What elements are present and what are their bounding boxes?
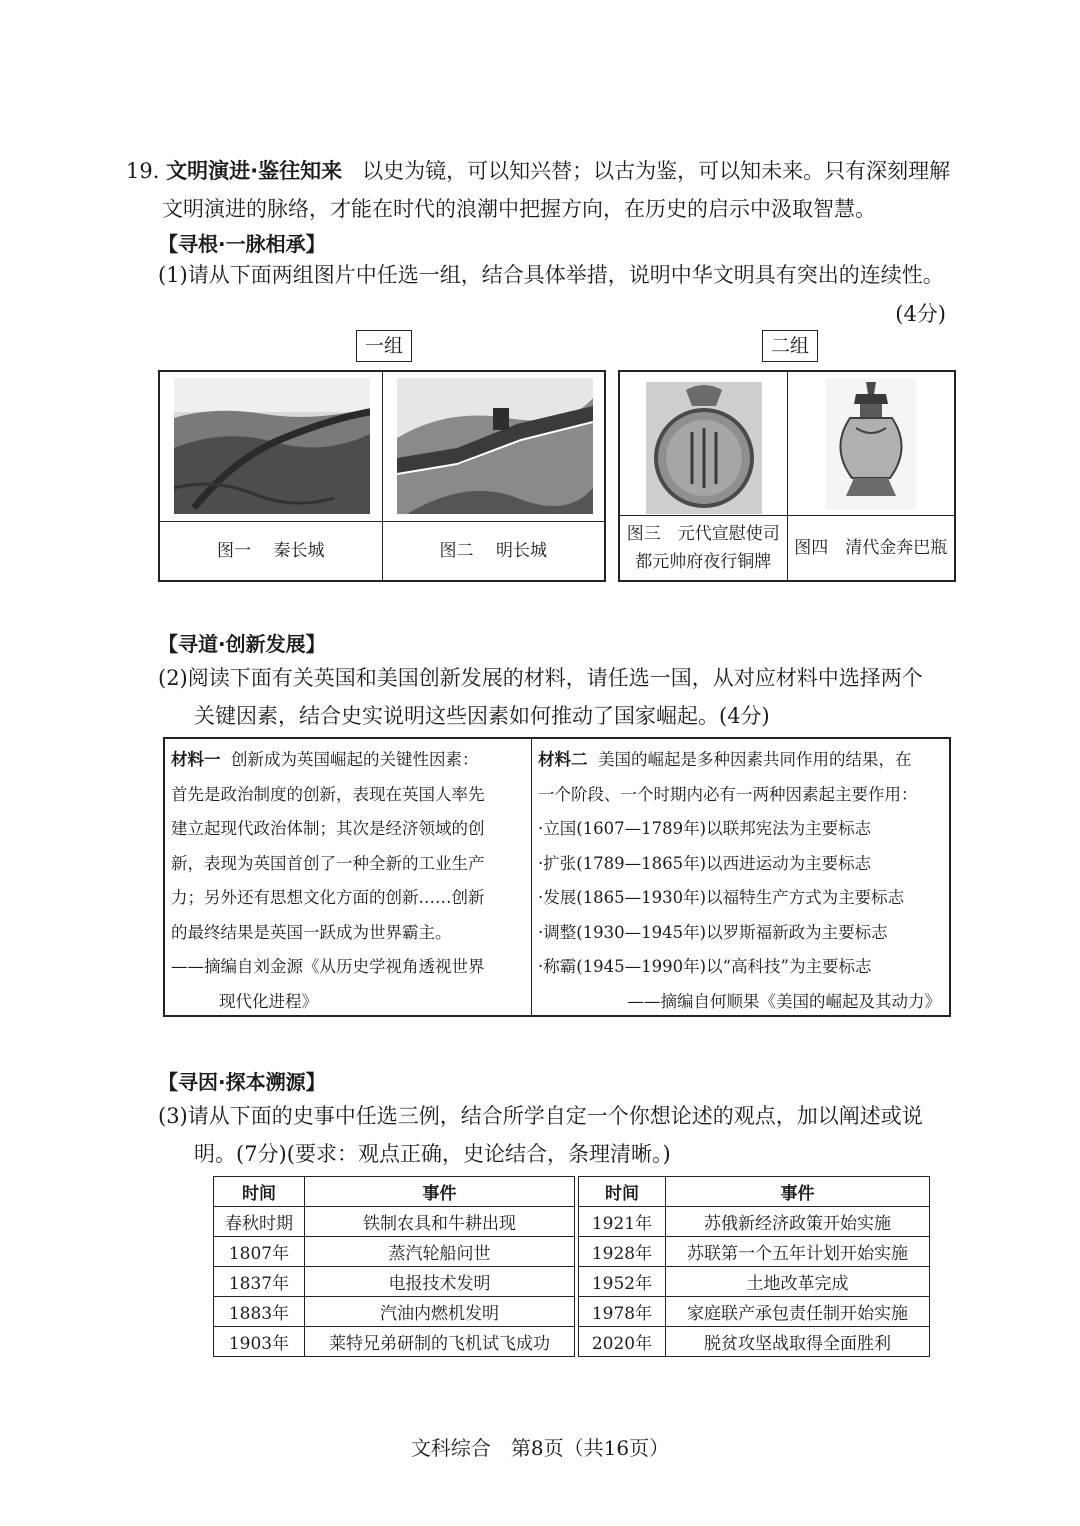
question-header <box>126 152 956 228</box>
event-cell: 家庭联产承包责任制开始实施 <box>666 1297 930 1327</box>
material-1-label: 材料一 <box>171 750 221 769</box>
table-row <box>579 1327 930 1357</box>
material-2-line: ·立国(1607—1789年)以联邦宪法为主要标志 <box>538 819 872 838</box>
page-footer: 文科综合 第8页（共16页） <box>410 1436 670 1460</box>
table-row <box>214 1327 575 1357</box>
group2-pictures <box>618 370 956 582</box>
picture-3-caption-line1: 图三 元代宣慰使司 <box>626 524 780 544</box>
time-cell: 春秋时期 <box>214 1207 305 1237</box>
picture-3-caption-line2: 都元帅府夜行铜牌 <box>635 552 772 572</box>
material-1-line: 建立起现代政治体制；其次是经济领域的创 <box>171 819 485 838</box>
materials-box <box>163 737 951 1017</box>
ming-great-wall-photo-icon <box>397 378 593 514</box>
events-table-right <box>578 1176 930 1357</box>
picture-2 <box>383 372 605 580</box>
time-cell: 1883年 <box>214 1297 305 1327</box>
col-time-header: 时间 <box>214 1177 305 1207</box>
time-cell: 2020年 <box>579 1327 666 1357</box>
material-1-source-line2: 现代化进程》 <box>219 991 318 1011</box>
event-cell: 苏俄新经济政策开始实施 <box>666 1207 930 1237</box>
material-1-line: 力；另外还有思想文化方面的创新……创新 <box>171 888 485 907</box>
group1-pictures <box>158 370 606 582</box>
group1-label: 一组 <box>356 330 412 362</box>
picture-4 <box>788 372 955 580</box>
part3-heading: 【寻因·探本溯源】 <box>158 1070 326 1094</box>
part3-prompt-line1: (3)请从下面的史事中任选三例，结合所学自定一个你想论述的观点，加以阐述或说 <box>158 1104 923 1128</box>
event-cell: 脱贫攻坚战取得全面胜利 <box>666 1327 930 1357</box>
picture-3 <box>620 372 788 580</box>
material-1 <box>165 739 532 1015</box>
col-event-header: 事件 <box>305 1177 575 1207</box>
material-1-line: 新，表现为英国首创了一种全新的工业生产 <box>171 853 485 873</box>
group2-label: 二组 <box>762 330 818 362</box>
table-row <box>579 1297 930 1327</box>
time-cell: 1903年 <box>214 1327 305 1357</box>
time-cell: 1837年 <box>214 1267 305 1297</box>
qing-golden-urn-photo-icon <box>826 378 916 510</box>
event-cell: 莱特兄弟研制的飞机试飞成功 <box>305 1327 575 1357</box>
part3-prompt <box>158 1097 953 1173</box>
time-cell: 1928年 <box>579 1237 666 1267</box>
picture-4-caption: 图四 清代金奔巴瓶 <box>788 515 955 580</box>
question-number: 19. <box>126 159 160 183</box>
table-header-row <box>214 1177 575 1207</box>
part2-heading: 【寻道·创新发展】 <box>158 632 326 656</box>
table-row <box>214 1237 575 1267</box>
question-intro-line2: 文明演进的脉络，才能在时代的浪潮中把握方向，在历史的启示中汲取智慧。 <box>162 197 876 221</box>
material-2-source: ——摘编自何顺果《美国的崛起及其动力》 <box>627 991 941 1011</box>
time-cell: 1921年 <box>579 1207 666 1237</box>
table-row <box>579 1207 930 1237</box>
material-2-line: 美国的崛起是多种因素共同作用的结果，在 <box>598 750 912 769</box>
part3-prompt-line2: 明。(7分)(要求：观点正确，史论结合，条理清晰。) <box>194 1142 671 1166</box>
material-1-line: 首先是政治制度的创新，表现在英国人率先 <box>171 784 485 804</box>
table-row <box>579 1237 930 1267</box>
event-cell: 土地改革完成 <box>666 1267 930 1297</box>
col-event-header: 事件 <box>666 1177 930 1207</box>
material-1-line: 的最终结果是英国一跃成为世界霸主。 <box>171 922 452 942</box>
time-cell: 1978年 <box>579 1297 666 1327</box>
event-cell: 蒸汽轮船问世 <box>305 1237 575 1267</box>
part2-prompt-line1: (2)阅读下面有关英国和美国创新发展的材料，请任选一国，从对应材料中选择两个 <box>158 666 923 690</box>
material-2-line: ·发展(1865—1930年)以福特生产方式为主要标志 <box>538 888 905 907</box>
event-cell: 汽油内燃机发明 <box>305 1297 575 1327</box>
part1-score: (4分) <box>895 302 946 326</box>
part1-prompt: (1)请从下面两组图片中任选一组，结合具体举措，说明中华文明具有突出的连续性。 <box>158 263 944 287</box>
material-2-line: ·扩张(1789—1865年)以西进运动为主要标志 <box>538 853 872 873</box>
material-2-line: ·调整(1930—1945年)以罗斯福新政为主要标志 <box>538 922 888 942</box>
material-2-label: 材料二 <box>538 750 588 769</box>
part1-heading: 【寻根·一脉相承】 <box>158 232 326 256</box>
table-row <box>579 1267 930 1297</box>
question-intro-line1: 以史为镜，可以知兴替；以古为鉴，可以知未来。只有深刻理解 <box>362 159 951 183</box>
time-cell: 1807年 <box>214 1237 305 1267</box>
events-table-left <box>213 1176 575 1357</box>
table-row <box>214 1207 575 1237</box>
picture-1-caption: 图一 秦长城 <box>160 521 382 580</box>
part2-prompt-line2: 关键因素，结合史实说明这些因素如何推动了国家崛起。(4分) <box>194 704 770 728</box>
material-2-line: ·称霸(1945—1990年)以“高科技”为主要标志 <box>538 957 872 976</box>
picture-1 <box>160 372 383 580</box>
event-cell: 苏联第一个五年计划开始实施 <box>666 1237 930 1267</box>
table-row <box>214 1267 575 1297</box>
part2-prompt <box>158 659 953 735</box>
event-cell: 铁制农具和牛耕出现 <box>305 1207 575 1237</box>
table-row <box>214 1297 575 1327</box>
material-1-source-line1: ——摘编自刘金源《从历史学视角透视世界 <box>171 957 485 976</box>
col-time-header: 时间 <box>579 1177 666 1207</box>
question-title: 文明演进·鉴往知来 <box>166 159 343 183</box>
picture-3-caption <box>620 515 787 580</box>
material-1-line: 创新成为英国崛起的关键性因素： <box>231 750 479 769</box>
yuan-bronze-token-photo-icon <box>646 382 762 514</box>
material-2-line: 一个阶段、一个时期内必有一两种因素起主要作用： <box>538 784 918 804</box>
event-cell: 电报技术发明 <box>305 1267 575 1297</box>
time-cell: 1952年 <box>579 1267 666 1297</box>
qin-great-wall-photo-icon <box>174 378 370 514</box>
material-2 <box>532 739 949 1015</box>
table-header-row <box>579 1177 930 1207</box>
picture-2-caption: 图二 明长城 <box>383 521 605 580</box>
